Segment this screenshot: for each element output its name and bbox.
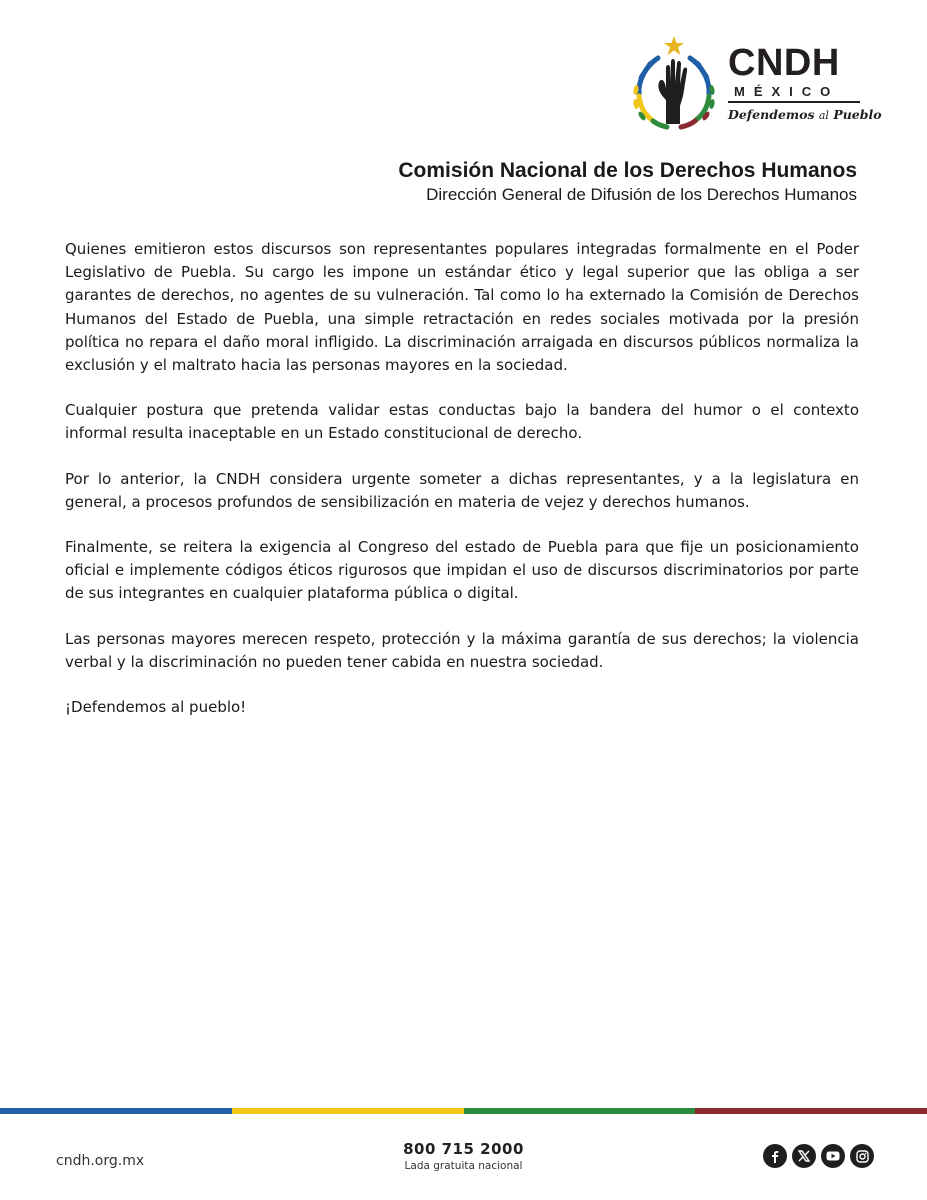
logo-slogan-part1: Defendemos [728,106,815,122]
facebook-icon[interactable] [763,1144,787,1168]
stripe-segment-yellow [232,1108,464,1114]
footer-phone-number[interactable]: 800 715 2000 [403,1140,524,1158]
instagram-icon[interactable] [850,1144,874,1168]
header-subtitle: Dirección General de Difusión de los Derechos Humanos [426,185,857,204]
body-paragraph: Finalmente, se reitera la exigencia al Congreso del estado de Puebla para que fije un posicionamiento oficial e implemente códigos éticos rigurosos que impidan el uso de discursos discriminatorios por parte de sus integrantes en cualquier plataforma pública o digital. [65,538,859,603]
logo-slogan [728,106,882,122]
body-paragraph: Por lo anterior, la CNDH considera urgente someter a dichas representantes, y a la legislatura en general, a procesos profundos de sensibilización en materia de vejez y derechos humanos. [65,469,859,511]
stripe-segment-red [695,1108,927,1114]
youtube-icon[interactable] [821,1144,845,1168]
body-paragraph: Quienes emitieron estos discursos son representantes populares integradas formalmente en el Poder Legislativo de Puebla. Su cargo les impone un estándar ético y legal superior que las obliga a ser garantes de derechos, no agentes de su vulneración. Tal como lo ha externado la Comisión de Derechos Humanos del Estado de Puebla, una simple retractación en redes sociales motivada por la presión política no repara el daño moral infligido. La discriminación arraigada en discursos públicos normaliza la exclusión y el maltrato hacia las personas mayores en la sociedad. [65,240,859,375]
document-body [65,238,859,741]
logo-country: MÉXICO [734,84,840,99]
cndh-logo [624,34,882,134]
body-paragraph: Las personas mayores merecen respeto, protección y la máxima garantía de sus derechos; la violencia verbal y la discriminación no pueden tener cabida en nuestra sociedad. [65,629,859,671]
logo-text [728,42,882,122]
x-icon[interactable] [792,1144,816,1168]
footer-color-stripe [0,1108,927,1114]
logo-divider [728,101,860,103]
header-title: Comisión Nacional de los Derechos Humanos [398,159,857,182]
footer-phone-label: Lada gratuita nacional [404,1160,523,1172]
social-links [763,1144,874,1168]
body-paragraph: Cualquier postura que pretenda validar estas conductas bajo la bandera del humor o el contexto informal resulta inaceptable en un Estado constitucional de derecho. [65,401,859,443]
footer-website-link[interactable]: cndh.org.mx [56,1153,145,1169]
document-header [398,158,857,206]
logo-name: CNDH [728,42,840,84]
logo-slogan-part3: Pueblo [833,106,882,122]
stripe-segment-green [464,1108,696,1114]
stripe-segment-blue [0,1108,232,1114]
logo-slogan-part2: al [818,108,829,122]
cndh-emblem-icon [624,34,724,134]
closing-slogan: ¡Defendemos al pueblo! [65,698,247,717]
